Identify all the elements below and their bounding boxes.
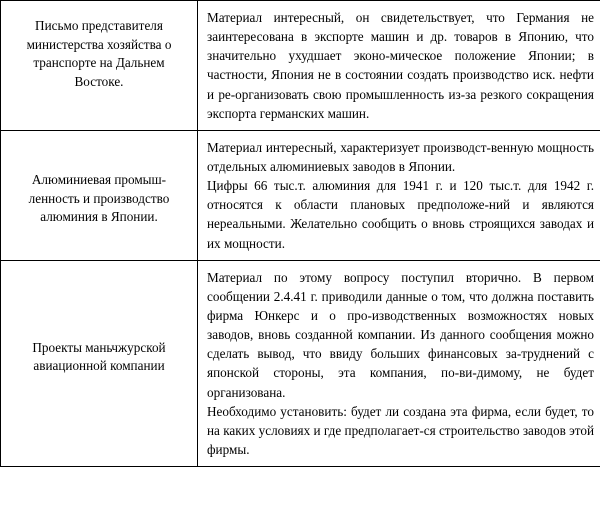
topic-text: Проекты маньчжурской авиационной компании: [32, 339, 166, 374]
comment-paragraph: Материал интересный, характеризует производст-венную мощность отдельных алюминиевых заводов в Японии.: [207, 139, 594, 174]
table-row: [1, 1, 600, 131]
comment-text: [198, 261, 600, 466]
table-cell-topic: [1, 260, 198, 466]
comment-paragraph: Материал интересный, он свидетельствует, что Германия не заинтересована в экспорте машин и др. товаров в Японию, что значительно ухудшает эконо-мическое положение Японии; в частности, Япония не в состоянии создать производство иск. нефти и ре-организовать свою промышленность из-за резкого сокращения экспорта германских машин.: [207, 10, 594, 121]
table-cell-comment: [198, 260, 600, 466]
table-cell-topic: [1, 1, 198, 131]
table-row: [1, 260, 600, 466]
comment-text: [198, 1, 600, 130]
table-body: [1, 1, 600, 467]
table-cell-comment: [198, 130, 600, 260]
comment-paragraph: Материал по этому вопросу поступил вторично. В первом сообщении 2.4.41 г. приводили данные о том, что должна поставить фирма Юнкерс и о про-изводственных возможностях новых заводов, вновь созданной компании. Из данного сообщения можно сделать вывод, что ввиду больших финансовых за-труднений с японской стороны, эта компания, по-ви-димому, не будет организована.: [207, 269, 594, 400]
table-cell-topic: [1, 130, 198, 260]
table-cell-comment: [198, 1, 600, 131]
comment-paragraph: Цифры 66 тыс.т. алюминия для 1941 г. и 120 тыс.т. для 1942 г. относятся к области плановых предположе-ний и являются нереальными. Желательно сообщить о вновь строящихся заводах и их мощности.: [207, 178, 594, 251]
topic-text: Алюминиевая промыш-ленность и производство алюминия в Японии.: [28, 171, 170, 225]
table-row: [1, 130, 600, 260]
comment-paragraph: Необходимо установить: будет ли создана эта фирма, если будет, то на каких условиях и где предполагает-ся строительство заводов этой фирмы.: [207, 403, 594, 457]
topic-text: Письмо представителя министерства хозяйства о транспорте на Дальнем Востоке.: [26, 18, 172, 90]
comment-text: [198, 131, 600, 260]
